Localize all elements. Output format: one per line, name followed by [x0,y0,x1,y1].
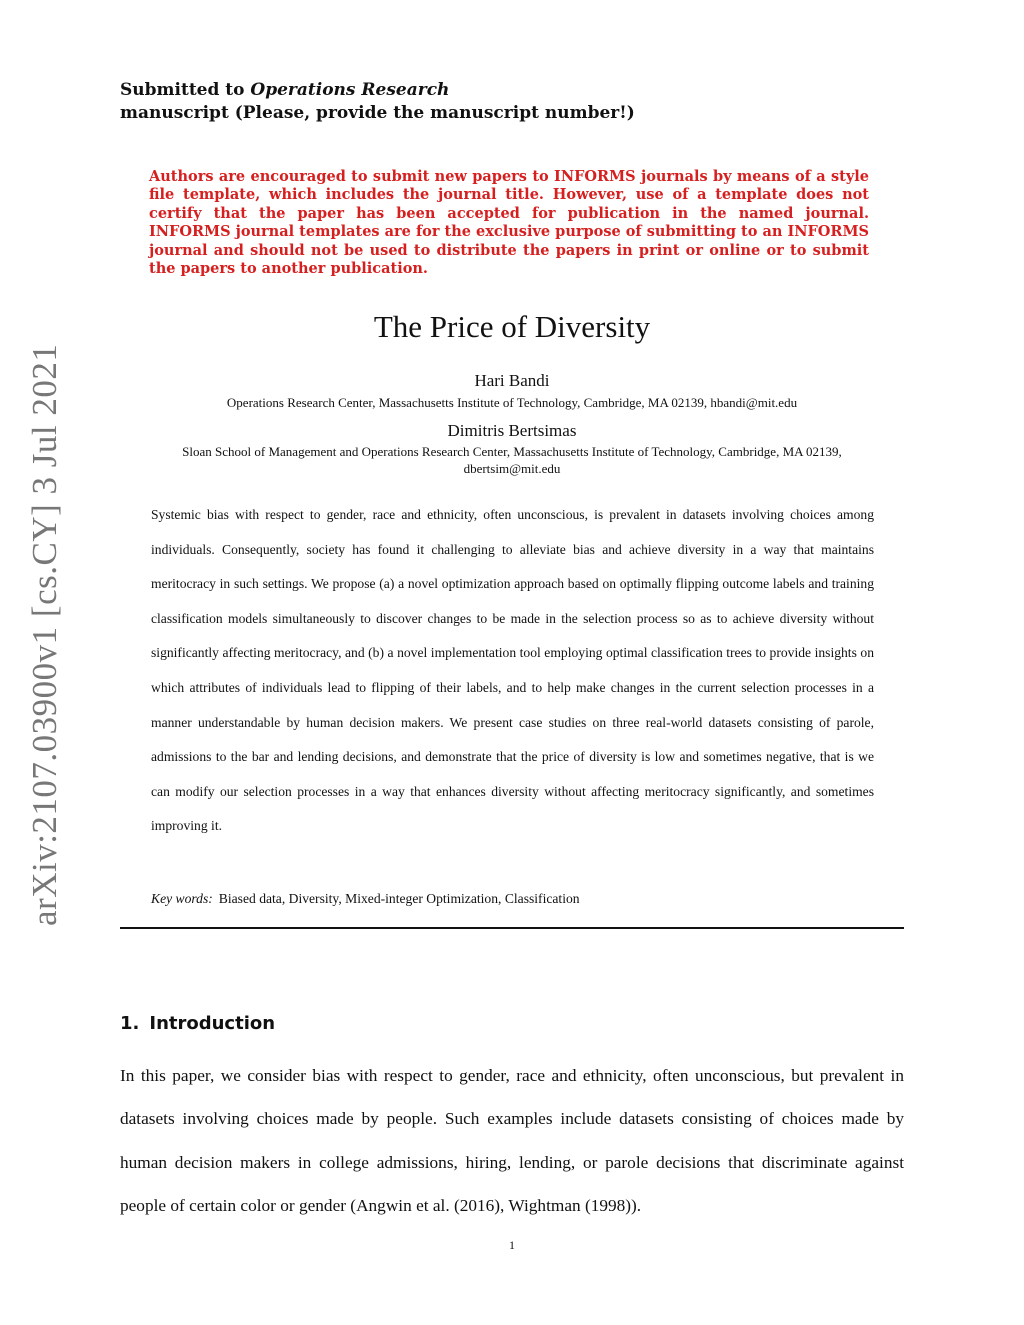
keywords [151,889,874,909]
author-name: Dimitris Bertsimas [447,421,577,440]
section-number: 1. [120,1013,140,1034]
author-email: dbertsim@mit.edu [463,461,561,476]
introduction-paragraph: In this paper, we consider bias with respect to gender, race and ethnicity, often unconscious, but prevalent in datasets involving choices made by people. Such examples include datasets consisting of choices made by human decision makers in college admissions, hiring, lending, or parole decisions that discriminate against people of certain color or gender (Angwin et al. (2016), Wightman (1998)). [120,1066,904,1215]
informs-notice: Authors are encouraged to submit new papers to INFORMS journals by means of a style file template, which includes the journal title. However, use of a template does not certify that the paper has been accepted for publication in the named journal. INFORMS journal templates are for the exclusive purpose of submitting to an INFORMS journal and should not be used to distribute the papers in print or online or to submit the papers to another publication. [149,168,869,278]
keywords-label: Key words: [151,891,213,906]
abstract: Systemic bias with respect to gender, race and ethnicity, often unconscious, is prevalent in datasets involving choices among individuals. Consequently, society has found it challenging to alleviate bias and achieve diversity in a way that maintains meritocracy in such settings. We propose (a) a novel optimization approach based on optimally flipping outcome labels and training classification models simultaneously to discover changes to be made in the selection process so as to achieve diversity without significantly affecting meritocracy, and (b) a novel implementation tool employing optimal classification trees to provide insights on which attributes of individuals lead to flipping of their labels, and to help make changes in the current selection processes in a manner understandable by human decision makers. We present case studies on three real-world datasets consisting of parole, admissions to the bar and lending decisions, and demonstrate that the price of diversity is low and sometimes negative, that is we can modify our selection processes in a way that enhances diversity without affecting meritocracy significantly, and sometimes improving it. [151,507,874,834]
manuscript-line: manuscript (Please, provide the manuscript number!) [120,103,635,123]
paper-title: The Price of Diversity [373,309,651,344]
author-name: Hari Bandi [474,371,550,390]
section-heading [120,1011,275,1037]
page-number: 1 [509,1238,515,1252]
author-affiliation: Operations Research Center, Massachusetts Institute of Technology, Cambridge, MA 02139, hbandi@mit.edu [226,395,798,410]
abstract-divider [120,927,904,929]
keywords-list: Biased data, Diversity, Mixed-integer Optimization, Classification [218,891,580,906]
submitted-to-line [120,79,449,102]
arxiv-identifier: arXiv:2107.03900v1 [cs.CY] 3 Jul 2021 [25,343,64,926]
section-title: Introduction [149,1013,276,1034]
submitted-prefix: Submitted to [120,80,251,100]
author-affiliation: Sloan School of Management and Operations Research Center, Massachusetts Institute of Technology, Cambridge, MA 02139, [182,444,842,459]
journal-name: Operations Research [250,80,450,100]
